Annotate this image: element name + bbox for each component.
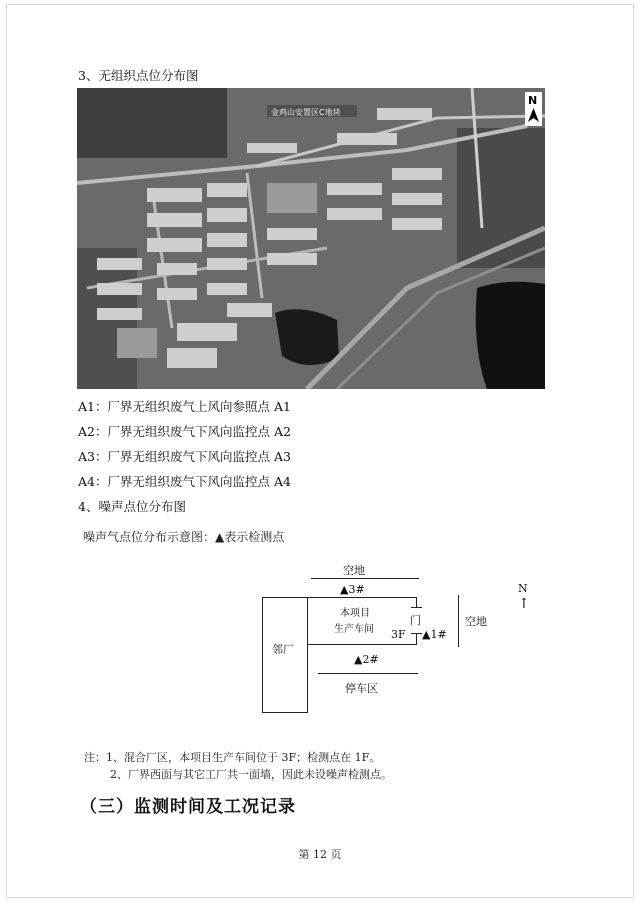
door-label: 门	[410, 614, 421, 627]
building-top-edge	[262, 597, 417, 598]
right-boundary-line	[458, 595, 459, 647]
legend-item-a4: A4：厂界无组织废气下风向监控点 A4	[78, 474, 291, 489]
legend-item-a2: A2：厂界无组织废气下风向监控点 A2	[78, 424, 291, 439]
page-number: 第 12 页	[298, 848, 342, 861]
neighbor-left-edge	[262, 597, 263, 713]
noise-point-2: ▲2#	[354, 653, 379, 666]
section-4-title: 4、噪声点位分布图	[78, 499, 186, 514]
section-three-heading: （三）监测时间及工况记录	[80, 797, 296, 817]
floor-label: 3F	[391, 628, 406, 641]
building-right-edge-upper	[416, 597, 417, 607]
diagram-north-arrow-icon: ↑	[518, 596, 530, 612]
legend-item-a1: A1：厂界无组织废气上风向参照点 A1	[78, 399, 291, 414]
top-boundary-line	[311, 578, 419, 579]
building-label-line1: 本项目	[340, 608, 370, 619]
label-top-empty-area: 空地	[343, 564, 365, 577]
building-label-line2: 生产车间	[334, 624, 374, 635]
label-parking-area: 停车区	[345, 682, 378, 695]
noise-caption: 噪声气点位分布示意图：▲表示检测点	[83, 530, 285, 544]
building-bottom-edge	[307, 644, 417, 645]
note-1: 注：1、混合厂区，本项目生产车间位于 3F；检测点在 1F。	[84, 751, 381, 764]
label-right-empty-area: 空地	[465, 615, 487, 628]
noise-point-3: ▲3#	[340, 583, 365, 596]
label-neighbor-factory: 邻厂	[272, 643, 294, 656]
neighbor-right-edge	[307, 597, 308, 713]
note-2: 2、厂界西面与其它工厂共一面墙，因此未设噪声检测点。	[110, 768, 392, 781]
bottom-boundary-line	[318, 673, 418, 674]
door-marker-bottom	[411, 633, 422, 634]
door-marker-top	[411, 607, 422, 608]
section-3-title: 3、无组织点位分布图	[78, 68, 199, 83]
neighbor-bottom-edge	[262, 712, 308, 713]
diagram-north-label: N	[518, 582, 528, 595]
noise-point-1: ▲1#	[422, 628, 447, 641]
building-right-edge-lower	[416, 633, 417, 645]
map-place-label: 金鸡山安置区C地块	[271, 108, 341, 117]
map-north-label: N	[528, 94, 538, 107]
legend-item-a3: A3：厂界无组织废气下风向监控点 A3	[78, 449, 291, 464]
aerial-map-photo	[77, 88, 545, 389]
